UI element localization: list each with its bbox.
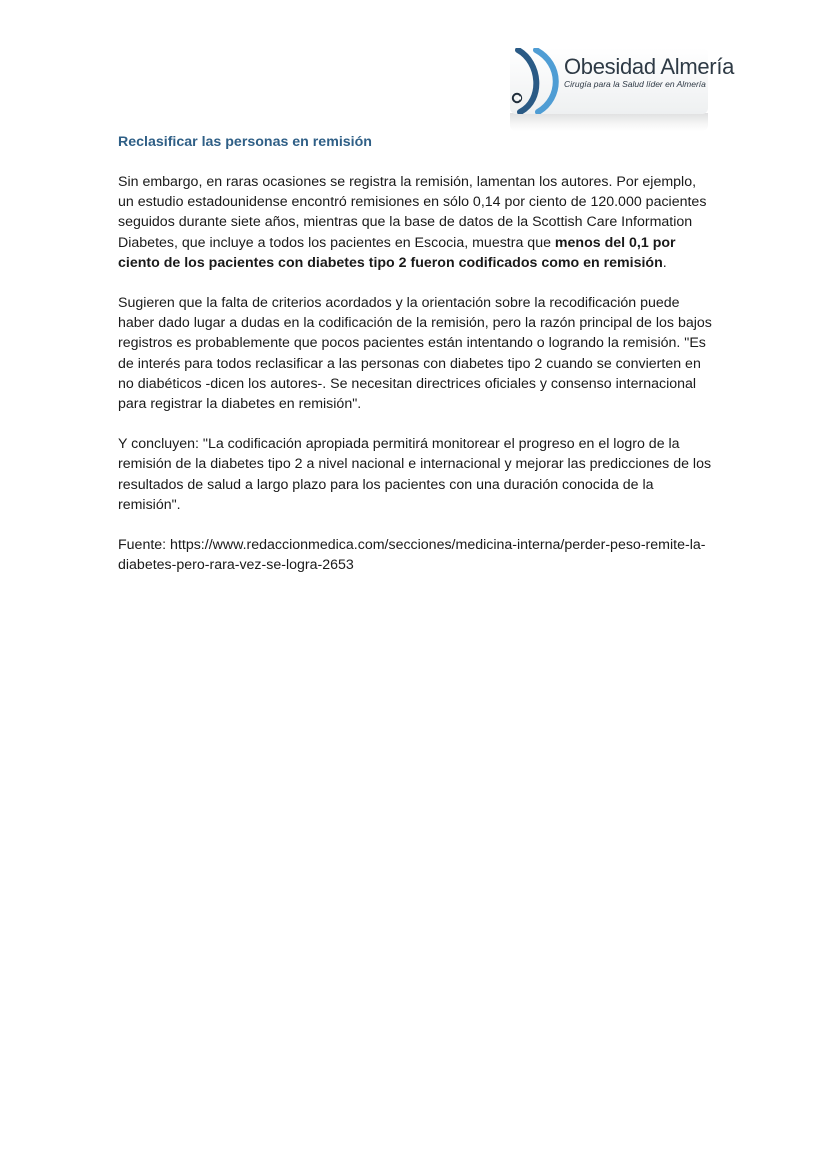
paragraph-1-emphasis: menos del 0,1 por ciento de los pacientes con diabetes tipo 2 fueron codificados como en remisión (118, 234, 676, 271)
article-body (118, 132, 712, 575)
paragraph-1 (118, 172, 712, 273)
logo (510, 48, 735, 114)
logo-title: Obesidad Almería (564, 54, 735, 79)
paragraph-1-end: . (662, 254, 667, 271)
source-link[interactable]: Fuente: https://www.redaccionmedica.com/secciones/medicina-interna/perder-peso-remite-la-diabetes-pero-rara-vez-se-logra-2653 (118, 537, 706, 574)
logo-subtitle: Cirugía para la Salud líder en Almería (564, 79, 706, 89)
logo-reflection (510, 113, 708, 131)
paragraph-1-text: Sin embargo, en raras ocasiones se registra la remisión, lamentan los autores. Por ejemplo, un estudio estadounidense encontró remisiones en sólo 0,14 por ciento de 120.000 pacientes seguidos durante siete años, mientras que la base de datos de la Scottish Care Information Diabetes, que incluye a todos los pacientes en Escocia, muestra que (118, 174, 707, 251)
paragraph-2: Sugieren que la falta de criterios acordados y la orientación sobre la recodificación puede haber dado lugar a dudas en la codificación de la remisión, pero la razón principal de los bajos registros es probablemente que pocos pacientes están intentando o logrando la remisión. "Es de interés para todos reclasificar a las personas con diabetes tipo 2 cuando se convierten en no diabéticos -dicen los autores-. Se necesitan directrices oficiales y consenso internacional para registrar la diabetes en remisión". (118, 295, 712, 413)
logo-arc-icon (510, 48, 570, 114)
paragraph-3: Y concluyen: "La codificación apropiada permitirá monitorear el progreso en el logro de la remisión de la diabetes tipo 2 a nivel nacional e internacional y mejorar las predicciones de los resultados de salud a largo plazo para los pacientes con una duración conocida de la remisión". (118, 436, 712, 513)
article-heading: Reclasificar las personas en remisión (118, 134, 372, 150)
